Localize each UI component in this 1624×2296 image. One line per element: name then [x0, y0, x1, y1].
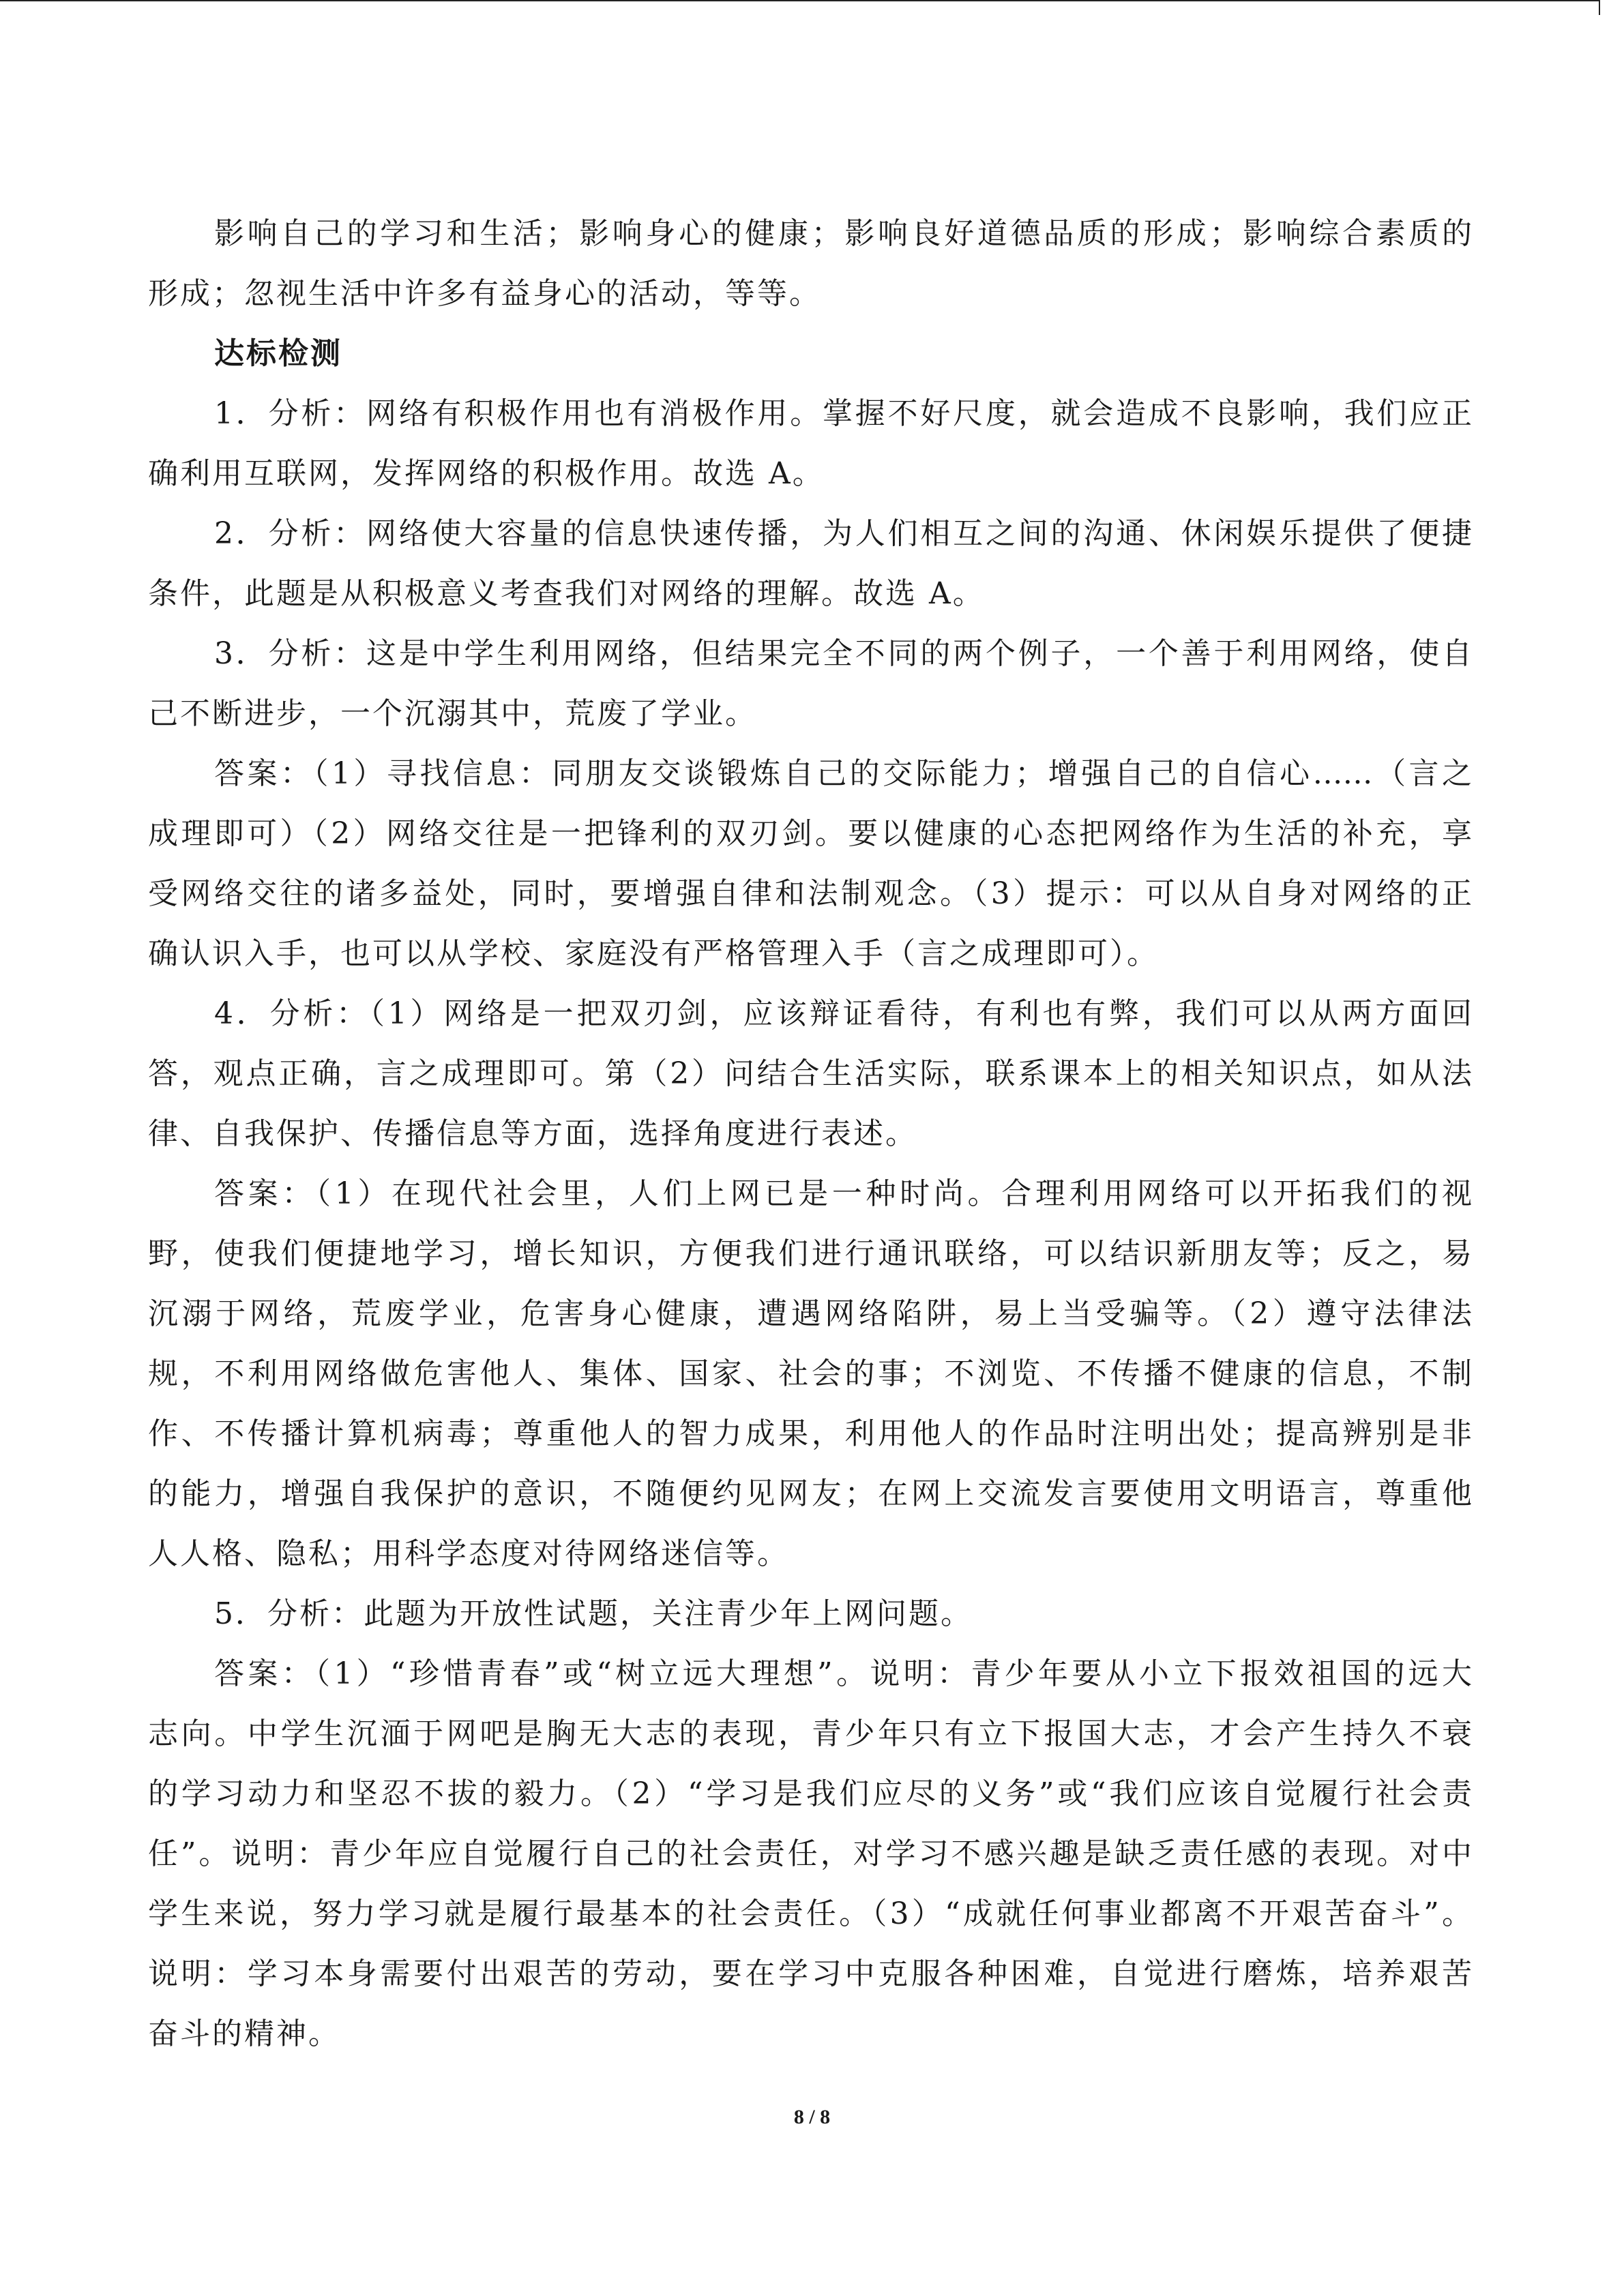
paragraph-line: 受网络交往的诸多益处，同时，要增强自律和法制观念。（3）提示：可以从自身对网络的正	[148, 876, 1472, 911]
question-4-analysis	[148, 984, 1472, 1164]
paragraph-line: 规，不利用网络做危害他人、集体、国家、社会的事；不浏览、不传播不健康的信息，不制	[148, 1356, 1472, 1391]
paragraph-line: 说明：学习本身需要付出艰苦的劳动，要在学习中克服各种困难，自觉进行磨炼，培养艰苦	[148, 1956, 1472, 1991]
paragraph-line: 答案：（1）“珍惜青春”或“树立远大理想”。说明：青少年要从小立下报效祖国的远大	[214, 1656, 1472, 1691]
paragraph-line: 答，观点正确，言之成理即可。第（2）问结合生活实际，联系课本上的相关知识点，如从法	[148, 1056, 1472, 1091]
page-number: 8 / 8	[793, 2106, 831, 2128]
paragraph-continuation	[148, 204, 1472, 324]
paragraph-line: 答案：（1）在现代社会里，人们上网已是一种时尚。合理利用网络可以开拓我们的视	[214, 1176, 1472, 1211]
paragraph-line: 学生来说，努力学习就是履行最基本的社会责任。（3）“成就任何事业都离不开艰苦奋斗”。	[148, 1896, 1472, 1931]
paragraph-line: 己不断进步，一个沉溺其中，荒废了学业。	[148, 696, 757, 731]
paragraph-line: 作、不传播计算机病毒；尊重他人的智力成果，利用他人的作品时注明出处；提高辨别是非	[148, 1416, 1472, 1451]
paragraph-line: 确认识入手，也可以从学校、家庭没有严格管理入手（言之成理即可）。	[148, 936, 1159, 971]
question-4-answer	[148, 1164, 1472, 1584]
paragraph-line: 5．分析：此题为开放性试题，关注青少年上网问题。	[214, 1596, 973, 1631]
paragraph-line: 2．分析：网络使大容量的信息快速传播，为人们相互之间的沟通、休闲娱乐提供了便捷	[214, 516, 1472, 551]
paragraph-line: 律、自我保护、传播信息等方面，选择角度进行表述。	[148, 1116, 917, 1151]
paragraph-line: 成理即可）（2）网络交往是一把锋利的双刃剑。要以健康的心态把网络作为生活的补充，享	[148, 816, 1472, 851]
paragraph-line: 条件，此题是从积极意义考查我们对网络的理解。故选 A。	[148, 576, 985, 611]
paragraph-line: 野，使我们便捷地学习，增长知识，方便我们进行通讯联络，可以结识新朋友等；反之，易	[148, 1236, 1472, 1271]
question-2-analysis	[148, 504, 1472, 624]
paragraph-line: 确利用互联网，发挥网络的积极作用。故选 A。	[148, 456, 825, 491]
question-3-analysis	[148, 624, 1472, 744]
paragraph-line: 任”。说明：青少年应自觉履行自己的社会责任，对学习不感兴趣是缺乏责任感的表现。对中	[148, 1836, 1472, 1871]
paragraph-line: 形成；忽视生活中许多有益身心的活动，等等。	[148, 276, 821, 311]
paragraph-line: 1．分析：网络有积极作用也有消极作用。掌握不好尺度，就会造成不良影响，我们应正	[214, 396, 1472, 431]
paragraph-line: 奋斗的精神。	[148, 2016, 340, 2051]
paragraph-line: 4．分析：（1）网络是一把双刃剑，应该辩证看待，有利也有弊，我们可以从两方面回	[214, 996, 1472, 1031]
document-body	[148, 204, 1472, 2064]
paragraph-line: 沉溺于网络，荒废学业，危害身心健康，遭遇网络陷阱，易上当受骗等。（2）遵守法律法	[148, 1296, 1472, 1331]
paragraph-line: 人人格、隐私；用科学态度对待网络迷信等。	[148, 1536, 789, 1571]
paragraph-line: 的能力，增强自我保护的意识，不随便约见网友；在网上交流发言要使用文明语言，尊重他	[148, 1476, 1472, 1511]
question-5-analysis	[148, 1584, 1472, 1644]
paragraph-line: 志向。中学生沉湎于网吧是胸无大志的表现，青少年只有立下报国大志，才会产生持久不衰	[148, 1716, 1472, 1751]
paragraph-line: 影响自己的学习和生活；影响身心的健康；影响良好道德品质的形成；影响综合素质的	[214, 216, 1472, 251]
section-heading: 达标检测	[214, 336, 342, 371]
paragraph-line: 答案：（1）寻找信息：同朋友交谈锻炼自己的交际能力；增强自己的自信心……（言之	[214, 756, 1472, 791]
question-1-analysis	[148, 384, 1472, 504]
question-3-answer	[148, 744, 1472, 984]
page-border-line	[0, 0, 1600, 15]
paragraph-line: 3．分析：这是中学生利用网络，但结果完全不同的两个例子，一个善于利用网络，使自	[214, 636, 1472, 671]
question-5-answer	[148, 1644, 1472, 2064]
paragraph-line: 的学习动力和坚忍不拔的毅力。（2）“学习是我们应尽的义务”或“我们应该自觉履行社会责	[148, 1776, 1472, 1811]
section-heading-block	[148, 324, 1472, 384]
